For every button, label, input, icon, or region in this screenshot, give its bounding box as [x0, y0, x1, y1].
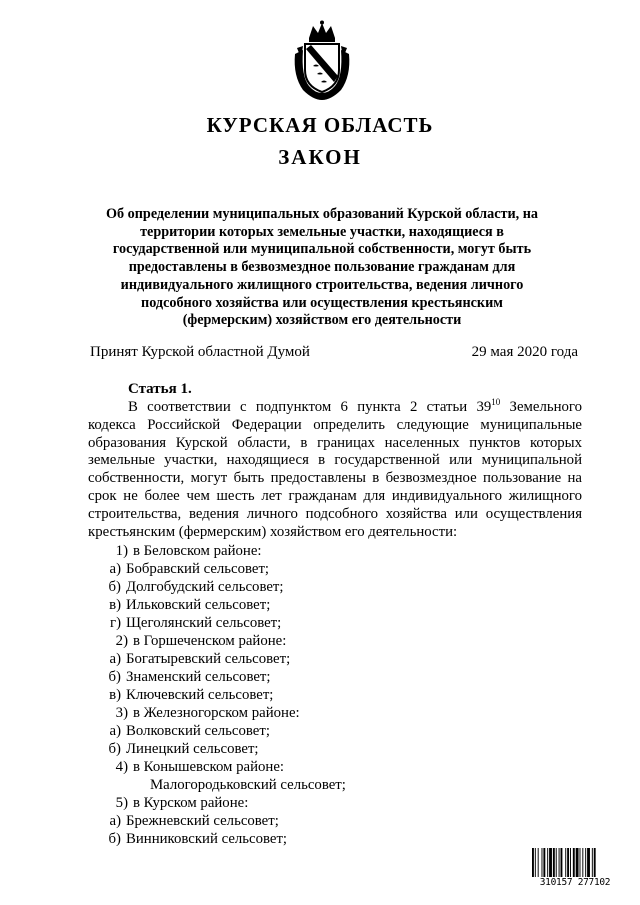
list-marker: в) — [109, 597, 121, 613]
document-type-title: ЗАКОН — [278, 145, 362, 169]
list-marker: б) — [108, 741, 121, 757]
list-item — [95, 560, 269, 578]
list-item-text: в Железногорском районе: — [133, 705, 300, 721]
list-item — [102, 632, 286, 650]
list-item — [95, 650, 290, 668]
list-marker: г) — [110, 615, 121, 631]
list-marker: а) — [109, 561, 121, 577]
list-marker: 4) — [115, 759, 128, 775]
list-item — [95, 740, 259, 758]
list-item-text: Линецкий сельсовет; — [126, 741, 259, 757]
list-item-text: в Беловском районе: — [133, 543, 262, 559]
list-item-text: Винниковский сельсовет; — [126, 831, 288, 847]
list-marker: а) — [109, 723, 121, 739]
list-item — [102, 758, 284, 776]
list-item-text: Ключевский сельсовет; — [126, 687, 274, 703]
list-marker: 2) — [115, 633, 128, 649]
list-item-text: в Курском районе: — [133, 795, 249, 811]
list-marker: 1) — [115, 543, 128, 559]
adopted-by: Принят Курской областной Думой — [90, 344, 310, 360]
list-item-text: Бобравский сельсовет; — [126, 561, 270, 577]
barcode-number: 310157 277102 — [531, 877, 619, 888]
list-item — [95, 686, 273, 704]
list-item — [95, 614, 281, 632]
adoption-date: 29 мая 2020 года — [471, 344, 578, 360]
list-item-text: Ильковский сельсовет; — [126, 597, 271, 613]
list-item — [95, 668, 271, 686]
list-item-text: Малогородьковский сельсовет; — [150, 777, 346, 793]
law-name: Об определении муниципальных образований Курской области, на территории которых земельные участки, находящиеся в государственной или муниципальной собственности, могут быть предоставлены в безвозмездное пользование гражданам для индивидуального жилищного строительства, ведения личного подсобного хозяйства или осуществления крестьянским (фермерским) хозяйством его деятельности — [105, 206, 538, 329]
list-item-text: Знаменский сельсовет; — [126, 669, 271, 685]
list-item — [102, 794, 248, 812]
list-marker: а) — [109, 813, 121, 829]
list-item-text: Брежневский сельсовет; — [126, 813, 279, 829]
list-marker: в) — [109, 687, 121, 703]
article-superscript: 10 — [491, 397, 501, 408]
list-marker: б) — [108, 579, 121, 595]
list-item-text: Долгобудский сельсовет; — [126, 579, 284, 595]
list-marker: 3) — [115, 705, 128, 721]
list-item-text: Щеголянский сельсовет; — [126, 615, 282, 631]
list-marker: 5) — [115, 795, 128, 811]
list-marker: а) — [109, 651, 121, 667]
list-item-text: Волковский сельсовет; — [126, 723, 270, 739]
list-item — [95, 812, 279, 830]
article-heading: Статья 1. — [128, 381, 192, 397]
list-item — [150, 776, 346, 794]
article-text-start: В соответствии с подпунктом 6 пункта 2 статьи 39 — [128, 399, 492, 415]
list-marker: б) — [108, 831, 121, 847]
list-item — [95, 830, 287, 848]
list-item-text: Богатыревский сельсовет; — [126, 651, 291, 667]
list-item — [95, 722, 270, 740]
list-marker: б) — [108, 669, 121, 685]
article-paragraph — [88, 399, 582, 541]
list-item — [95, 578, 284, 596]
article-text-end: Земельного кодекса Российской Федерации определить следующие муниципальные образования Курской области, в границах населенных пунктов которых земельные участки, находящиеся в государственной или муниципальной собственности, могут быть предоставлены в безвозмездное пользование на срок не более чем шесть лет гражданам для индивидуального жилищного строительства, ведения личного подсобного хозяйства или осуществления крестьянским (фермерским) хозяйством его деятельности: — [88, 399, 582, 540]
coat-of-arms-icon — [291, 20, 353, 102]
list-item — [102, 542, 262, 560]
region-title: КУРСКАЯ ОБЛАСТЬ — [206, 113, 434, 137]
list-item — [95, 596, 270, 614]
list-item-text: в Конышевском районе: — [133, 759, 285, 775]
list-item-text: в Горшеченском районе: — [133, 633, 287, 649]
list-item — [102, 704, 300, 722]
